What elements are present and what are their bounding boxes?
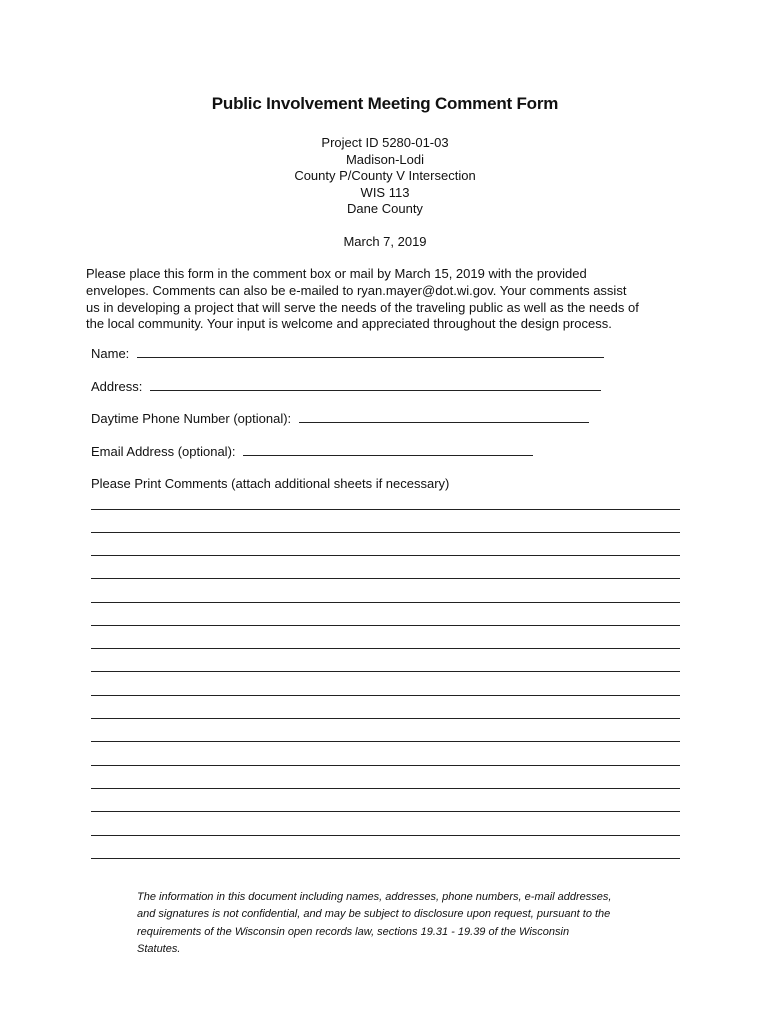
intro-line: the local community. Your input is welcome and appreciated throughout the design process. bbox=[86, 316, 612, 332]
comment-line[interactable] bbox=[91, 858, 680, 859]
disclaimer-line: requirements of the Wisconsin open records law, sections 19.31 - 19.39 of the Wisconsin bbox=[137, 925, 570, 938]
intro-line: envelopes. Comments can also be e-mailed to ryan.mayer@dot.wi.gov. Your comments assist bbox=[86, 282, 627, 298]
comment-line[interactable] bbox=[91, 741, 680, 742]
comment-line[interactable] bbox=[91, 671, 680, 672]
intro-line: us in developing a project that will serve the needs of the traveling public as well as the needs of bbox=[86, 299, 639, 315]
email-blank-line[interactable] bbox=[243, 443, 533, 456]
intro-paragraph bbox=[86, 266, 686, 333]
name-field bbox=[91, 345, 604, 361]
disclaimer-line: The information in this document including names, addresses, phone numbers, e-mail addresses, bbox=[137, 891, 612, 903]
project-id: Project ID 5280-01-03 bbox=[321, 135, 449, 150]
address-label: Address: bbox=[91, 379, 143, 394]
comment-line[interactable] bbox=[91, 555, 680, 556]
name-label: Name: bbox=[91, 346, 130, 361]
address-blank-line[interactable] bbox=[150, 378, 601, 391]
comment-line[interactable] bbox=[91, 765, 680, 766]
email-label: Email Address (optional): bbox=[91, 444, 236, 459]
disclaimer-paragraph bbox=[137, 889, 697, 958]
address-field bbox=[91, 378, 601, 394]
comment-line[interactable] bbox=[91, 811, 680, 812]
form-title: Public Involvement Meeting Comment Form bbox=[211, 94, 559, 113]
disclaimer-line: Statutes. bbox=[137, 942, 181, 955]
email-field bbox=[91, 443, 533, 459]
project-highway: WIS 113 bbox=[360, 184, 410, 200]
project-location: Madison-Lodi bbox=[345, 151, 425, 167]
comment-line[interactable] bbox=[91, 835, 680, 836]
phone-blank-line[interactable] bbox=[299, 410, 589, 423]
comment-line[interactable] bbox=[91, 578, 680, 579]
project-info bbox=[0, 135, 770, 218]
comment-line[interactable] bbox=[91, 509, 680, 510]
intro-line: Please place this form in the comment box or mail by March 15, 2019 with the provided bbox=[86, 266, 587, 281]
comment-line[interactable] bbox=[91, 625, 680, 626]
comment-line[interactable] bbox=[91, 532, 680, 533]
comment-line[interactable] bbox=[91, 602, 680, 603]
project-intersection: County P/County V Intersection bbox=[294, 168, 476, 183]
comment-line[interactable] bbox=[91, 648, 680, 649]
comment-line[interactable] bbox=[91, 695, 680, 696]
phone-label: Daytime Phone Number (optional): bbox=[91, 411, 292, 426]
comment-line[interactable] bbox=[91, 788, 680, 789]
phone-field bbox=[91, 410, 589, 426]
meeting-date: March 7, 2019 bbox=[343, 234, 427, 249]
name-blank-line[interactable] bbox=[137, 345, 604, 358]
comments-label: Please Print Comments (attach additional sheets if necessary) bbox=[91, 476, 450, 491]
disclaimer-line: and signatures is not confidential, and may be subject to disclosure upon request, pursuant to the bbox=[137, 908, 611, 921]
project-county: Dane County bbox=[347, 201, 423, 216]
comment-line[interactable] bbox=[91, 718, 680, 719]
